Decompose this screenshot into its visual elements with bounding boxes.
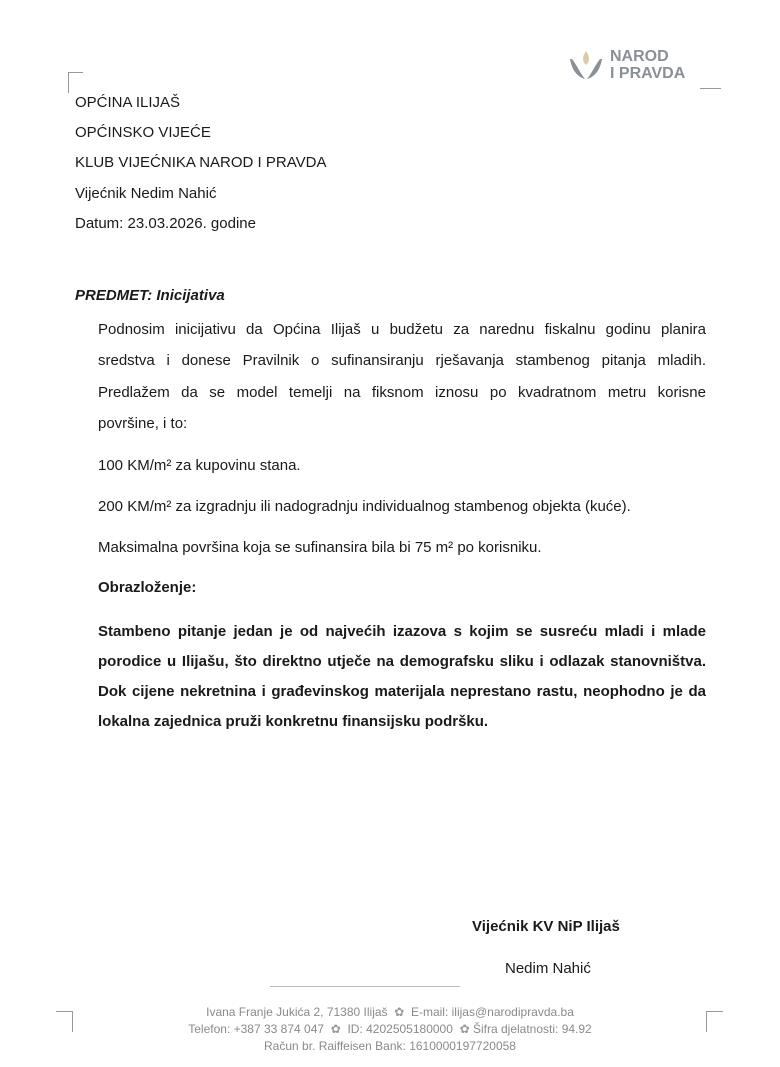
reason-line: Dok cijene nekretnina i građevinskog materijala neprestano rastu, neophodno je da (98, 683, 706, 700)
reason-line: porodice u Ilijašu, što direktno utječe na demografsku sliku i odlazak stanovništva. (98, 653, 706, 670)
reason-line: lokalna zajednica pruži konkretnu finansijsku podršku. (98, 713, 489, 730)
footer-line (0, 1022, 780, 1036)
corner-mark (68, 72, 83, 93)
signature-title: Vijećnik KV NiP Ilijaš (472, 918, 620, 935)
footer-account: Račun br. Raiffeisen Bank: 1610000197720058 (264, 1039, 516, 1053)
list-item: 100 KM/m² za kupovinu stana. (98, 457, 301, 474)
footer-code: Šifra djelatnosti: 94.92 (472, 1022, 592, 1036)
hands-flower-icon (568, 49, 604, 81)
max-area: Maksimalna površina koja se sufinansira bila bi 75 m² po korisniku. (98, 539, 542, 556)
footer-address: Ivana Franje Jukića 2, 71380 Ilijaš (206, 1005, 388, 1019)
logo-line1: NAROD (610, 48, 669, 65)
logo (568, 48, 685, 82)
body-line: površine, i to: (98, 415, 188, 432)
list-item: 200 KM/m² za izgradnju ili nadogradnju individualnog stambenog objekta (kuće). (98, 498, 631, 515)
corner-mark (700, 88, 721, 89)
flower-icon: ✿ (456, 1022, 470, 1036)
header-line: OPĆINA ILIJAŠ (75, 94, 181, 111)
flower-icon: ✿ (390, 1005, 408, 1019)
footer-line (0, 1005, 780, 1019)
header-line: Vijećnik Nedim Nahić (75, 185, 217, 202)
date-line: Datum: 23.03.2026. godine (75, 215, 256, 232)
body-line: Predlažem da se model temelji na fiksnom iznosu po kvadratnom metru korisne (98, 384, 706, 401)
logo-line2: I PRAVDA (610, 65, 686, 82)
header-line: OPĆINSKO VIJEĆE (75, 124, 211, 141)
flower-icon: ✿ (327, 1022, 345, 1036)
footer-id: ID: 4202505180000 (347, 1022, 453, 1036)
footer-phone: Telefon: +387 33 874 047 (188, 1022, 325, 1036)
body-line: sredstva i donese Pravilnik o sufinansiranju rješavanja stambenog pitanja mladih. (98, 352, 706, 369)
signature-name: Nedim Nahić (505, 960, 591, 977)
reason-title: Obrazloženje: (98, 579, 197, 596)
reason-line: Stambeno pitanje jedan je od najvećih izazova s kojim se susreću mladi i mlade (98, 623, 706, 640)
subject: PREDMET: Inicijativa (75, 287, 225, 304)
header-line: KLUB VIJEĆNIKA NAROD I PRAVDA (75, 154, 327, 171)
body-line: Podnosim inicijativu da Općina Ilijaš u budžetu za narednu fiskalnu godinu planira (98, 321, 706, 338)
divider (270, 986, 460, 987)
footer-email[interactable]: E-mail: ilijas@narodipravda.ba (410, 1005, 574, 1019)
